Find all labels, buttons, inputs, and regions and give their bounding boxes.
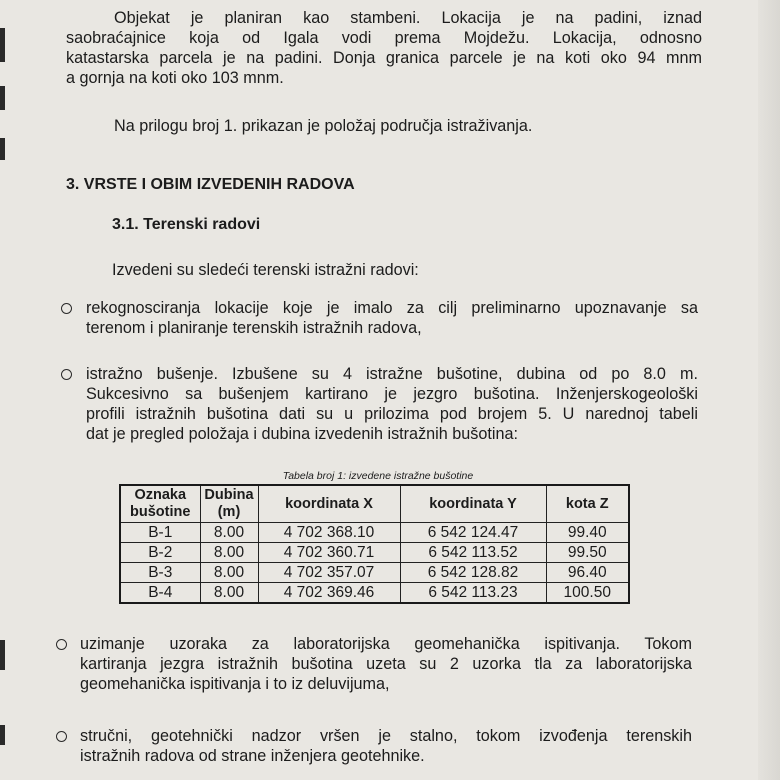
cell-y: 6 542 113.52 [400,543,546,563]
section-heading: 3. VRSTE I OBIM IZVEDENIH RADOVA [66,176,355,193]
cell-oznaka: B-3 [120,563,200,583]
binder-mark [0,138,5,160]
cell-z: 96.40 [546,563,629,583]
header-koordinata-x: koordinata X [258,485,400,523]
header-koordinata-y: koordinata Y [400,485,546,523]
table-row [120,583,629,604]
table-header-row [120,485,629,523]
binder-mark [0,725,5,745]
bullet-line: geomehanička ispitivanja i to iz deluvijuma, [80,675,390,693]
bullet-line: terenom i planiranje terenskih istražnih radova, [86,319,422,337]
intro-line: katastarska parcela je na padini. Donja granica parcele je na koti oko 94 mnm [66,49,702,67]
table-row [120,543,629,563]
page-edge-shadow [758,0,780,780]
cell-x: 4 702 368.10 [258,523,400,543]
cell-z: 99.40 [546,523,629,543]
intro-line: saobraćajnice koja od Igala vodi prema Mojdežu. Lokacija, odnosno [66,29,702,47]
bullet-line: istražnih radova od strane inženjera geotehnike. [80,747,425,765]
cell-oznaka: B-4 [120,583,200,604]
bullet-line: uzimanje uzoraka za laboratorijska geomehanička ispitivanja. Tokom [80,635,692,653]
cell-y: 6 542 124.47 [400,523,546,543]
bullet-line: rekognosciranja lokacije koje je imalo za cilj preliminarno upoznavanje sa [86,299,698,317]
cell-dubina: 8.00 [200,543,258,563]
cell-oznaka: B-2 [120,543,200,563]
subsection-heading: 3.1. Terenski radovi [112,216,261,233]
cell-x: 4 702 369.46 [258,583,400,604]
header-kota-z: kota Z [546,485,629,523]
table-caption: Tabela broj 1: izvedene istražne bušotine [282,470,474,482]
binder-mark [0,640,5,670]
table-row [120,523,629,543]
cell-dubina: 8.00 [200,563,258,583]
binder-mark [0,86,5,110]
binder-mark [0,28,5,62]
header-dubina: Dubina (m) [200,485,258,523]
intro-line: a gornja na koti oko 103 mnm. [66,69,284,87]
prilog-paragraph: Na prilogu broj 1. prikazan je položaj područja istraživanja. [114,117,533,135]
cell-z: 99.50 [546,543,629,563]
table-row [120,563,629,583]
cell-oznaka: B-1 [120,523,200,543]
lead-paragraph: Izvedeni su sledeći terenski istražni radovi: [112,261,419,279]
bullet-circle-icon [56,639,67,650]
bullet-line: Sukcesivno sa bušenjem kartirano je jezgro bušotina. Inženjerskogeološki [86,385,698,403]
header-oznaka: Oznaka bušotine [120,485,200,523]
bullet-line: dat je pregled položaja i dubina izvedenih istražnih bušotina: [86,425,518,443]
bullet-circle-icon [61,303,72,314]
cell-dubina: 8.00 [200,523,258,543]
cell-x: 4 702 357.07 [258,563,400,583]
bullet-line: istražno bušenje. Izbušene su 4 istražne bušotine, dubina od po 8.0 m. [86,365,698,383]
bullet-line: kartiranja jezgra istražnih bušotina uzeta su 2 uzorka tla za laboratorijska [80,655,692,673]
cell-y: 6 542 128.82 [400,563,546,583]
cell-z: 100.50 [546,583,629,604]
cell-y: 6 542 113.23 [400,583,546,604]
bullet-circle-icon [61,369,72,380]
bullet-line: profili istražnih bušotina dati su u prilozima pod brojem 5. U narednoj tabeli [86,405,698,423]
boreholes-table [119,484,630,604]
cell-dubina: 8.00 [200,583,258,604]
intro-line: Objekat je planiran kao stambeni. Lokacija je na padini, iznad [114,9,702,27]
bullet-line: stručni, geotehnički nadzor vršen je stalno, tokom izvođenja terenskih [80,727,692,745]
bullet-circle-icon [56,731,67,742]
cell-x: 4 702 360.71 [258,543,400,563]
